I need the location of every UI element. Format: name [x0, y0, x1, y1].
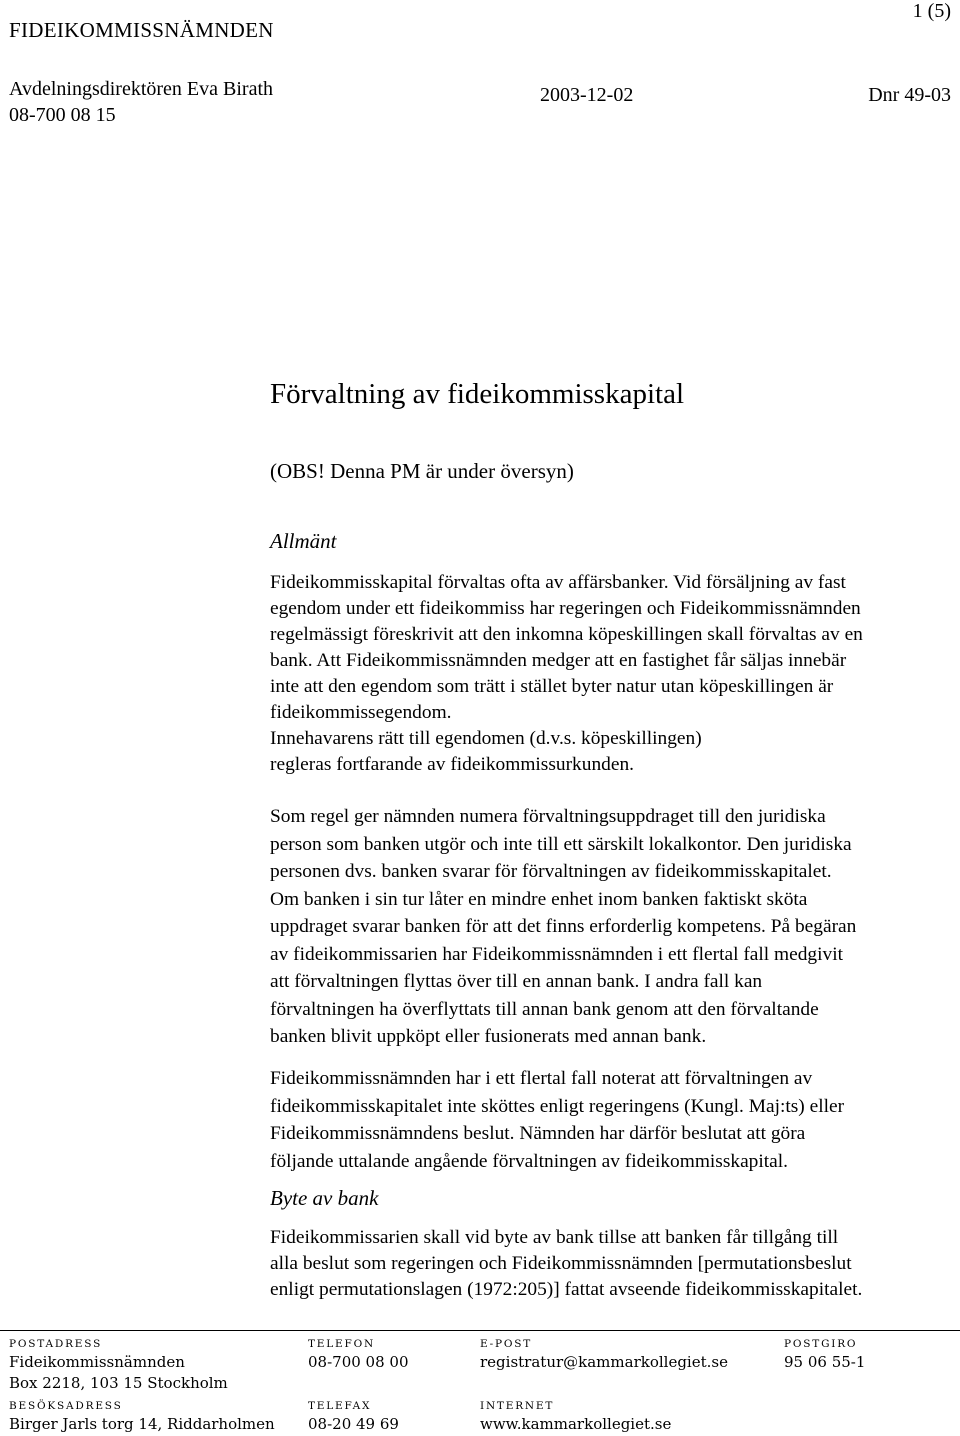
paragraph-line: Fideikommissnämndens beslut. Nämnden har därför beslutat att göra [270, 1123, 806, 1144]
footer-visit-label: BESÖKSADRESS [9, 1400, 123, 1412]
footer-visit-address: Birger Jarls torg 14, Riddarholmen [9, 1415, 275, 1433]
paragraph-line: av fideikommissarien har Fideikommissnämnden i ett flertal fall medgivit [270, 943, 843, 965]
paragraph-line: Innehavarens rätt till egendomen (d.v.s. köpeskillingen) [270, 728, 702, 749]
review-notice: (OBS! Denna PM är under översyn) [270, 459, 574, 483]
paragraph-line: Om banken i sin tur låter en mindre enhet inom banken faktiskt sköta [270, 888, 808, 910]
paragraph-line: regleras fortfarande av fideikommissurkunden. [270, 754, 634, 775]
paragraph-line: fideikommissegendom. [270, 702, 452, 723]
paragraph-line: Fideikommissnämnden har i ett flertal fall noterat att förvaltningen av [270, 1068, 813, 1089]
paragraph-line: Fideikommissarien skall vid byte av bank tillse att banken får tillgång till [270, 1227, 839, 1248]
footer-email[interactable]: registratur@kammarkollegiet.se [480, 1353, 728, 1371]
footer-postal-box: Box 2218, 103 15 Stockholm [9, 1374, 228, 1392]
footer-giro: 95 06 55-1 [784, 1353, 866, 1371]
document-date: 2003-12-02 [540, 84, 634, 106]
paragraph-line: person som banken utgör och inte till ett särskilt lokalkontor. Den juridiska [270, 833, 852, 855]
paragraph-general [270, 570, 960, 778]
paragraph-line: bank. Att Fideikommissnämnden medger att en fastighet får säljas innebär [270, 650, 847, 671]
footer-email-label: E-POST [480, 1338, 533, 1350]
paragraph-bank-change [270, 1225, 960, 1303]
section-heading-general: Allmänt [270, 529, 337, 553]
footer-fax: 08-20 49 69 [308, 1415, 399, 1433]
paragraph-statement [270, 1065, 960, 1175]
reference-number: Dnr 49-03 [868, 84, 951, 106]
paragraph-line: förvaltningen ha överflyttats till annan bank genom att den förvaltande [270, 998, 819, 1020]
paragraph-line: personen dvs. banken svarar för förvaltningen av fideikommisskapitalet. [270, 861, 832, 882]
document-title: Förvaltning av fideikommisskapital [270, 378, 685, 410]
paragraph-line: banken blivit uppköpt eller fusionerats med annan bank. [270, 1026, 707, 1047]
footer-internet[interactable]: www.kammarkollegiet.se [480, 1415, 672, 1433]
section-heading-bank-change: Byte av bank [270, 1186, 379, 1210]
footer-divider [0, 1330, 960, 1331]
paragraph-line: enligt permutationslagen (1972:205)] fattat avseende fideikommisskapitalet. [270, 1279, 863, 1300]
paragraph-line: fideikommisskapitalet inte sköttes enligt regeringens (Kungl. Maj:ts) eller [270, 1095, 845, 1117]
paragraph-line: egendom under ett fideikommiss har regeringen och Fideikommissnämnden [270, 598, 861, 619]
page-number: 1 (5) [912, 0, 951, 22]
paragraph-line: att förvaltningen flyttas över till en annan bank. I andra fall kan [270, 971, 763, 992]
paragraph-line: uppdraget svarar banken för att det finns erforderlig kompetens. På begäran [270, 916, 857, 937]
footer-internet-label: INTERNET [480, 1400, 555, 1412]
footer-phone-label: TELEFON [308, 1338, 375, 1350]
paragraph-line: Fideikommisskapital förvaltas ofta av affärsbanker. Vid försäljning av fast [270, 572, 846, 593]
paragraph-line: följande uttalande angående förvaltningen av fideikommisskapital. [270, 1150, 788, 1172]
organization-name: FIDEIKOMMISSNÄMNDEN [9, 18, 274, 42]
paragraph-line: Som regel ger nämnden numera förvaltningsuppdraget till den juridiska [270, 806, 826, 827]
paragraph-line: alla beslut som regeringen och Fideikommissnämnden [permutationsbeslut [270, 1253, 852, 1274]
footer-phone: 08-700 08 00 [308, 1353, 409, 1371]
paragraph-line: inte att den egendom som trätt i stället byter natur utan köpeskillingen är [270, 676, 834, 697]
officer-name: Avdelningsdirektören Eva Birath [9, 78, 274, 100]
footer-giro-label: POSTGIRO [784, 1338, 858, 1350]
footer-postal-label: POSTADRESS [9, 1338, 103, 1350]
officer-phone: 08-700 08 15 [9, 104, 116, 126]
paragraph-mandate [270, 803, 960, 1051]
paragraph-line: regelmässigt föreskrivit att den inkomna köpeskillingen skall förvaltas av en [270, 624, 863, 645]
footer-postal-name: Fideikommissnämnden [9, 1353, 185, 1371]
footer-fax-label: TELEFAX [308, 1400, 372, 1412]
